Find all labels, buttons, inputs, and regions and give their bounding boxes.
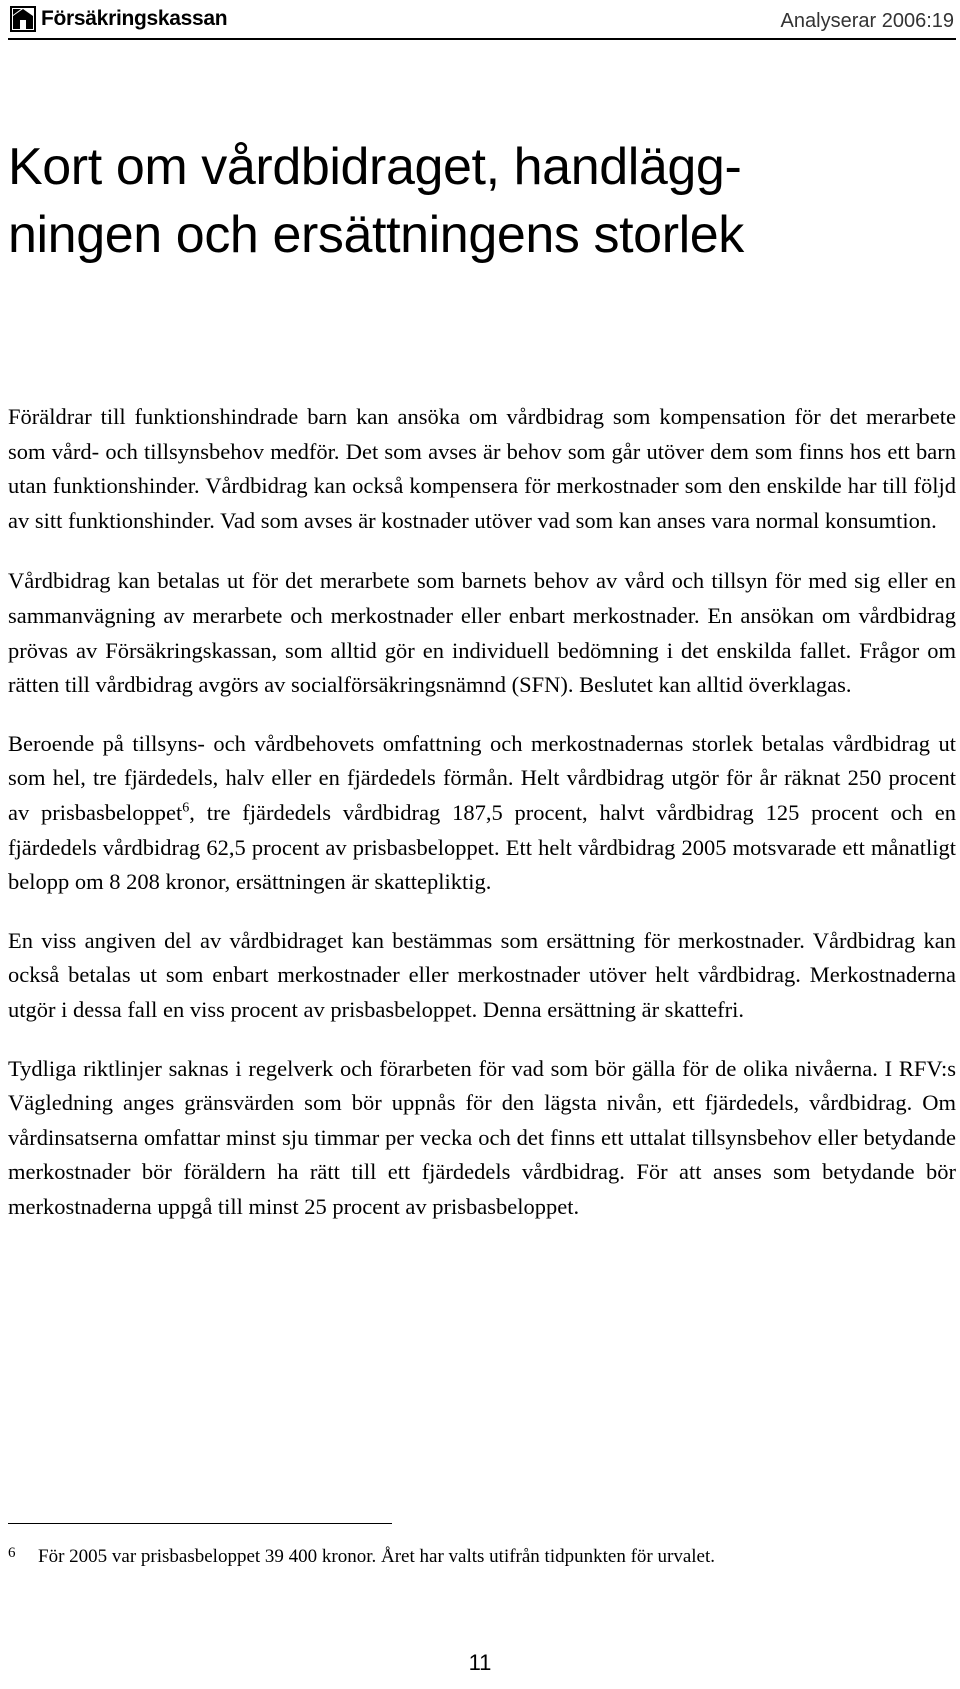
footnote-number: 6	[8, 1545, 16, 1561]
footnote-divider	[8, 1523, 392, 1524]
paragraph-3-part-1: Beroende på tillsyns- och vårdbehovets omfattning och merkostnadernas storlek betalas vårdbidrag ut som hel, tre fjärdedels, halv eller en fjärdedels förmån. Helt vårdbidrag utgör för år räknat 250 procent av prisbasbeloppet	[8, 730, 956, 825]
title-line-2: ningen och ersättningens storlek	[8, 206, 744, 264]
footnote-text: För 2005 var prisbasbeloppet 39 400 kronor. Året har valts utifrån tidpunkten för urvalet.	[38, 1546, 715, 1567]
logo-mark-icon	[10, 6, 36, 32]
document-id: Analyserar 2006:19	[780, 10, 954, 32]
title-line-1: Kort om vårdbidraget, handlägg-	[8, 138, 742, 196]
paragraph-3-part-2: , tre fjärdedels vårdbidrag 187,5 procent, halvt vårdbidrag 125 procent och en fjärdedels vårdbidrag 62,5 procent av prisbasbeloppet. Ett helt vårdbidrag 2005 motsvarade ett månatligt belopp om 8 208 kronor, ersättningen är skattepliktig.	[8, 799, 956, 895]
page-number: 11	[468, 1650, 492, 1675]
footnote-reference[interactable]: 6	[182, 800, 190, 816]
body-text	[8, 400, 956, 1248]
page-header	[8, 4, 956, 40]
paragraph-1: Föräldrar till funktionshindrade barn kan ansöka om vårdbidrag som kompensation för det merarbete som vård- och tillsynsbehov medför. Det som avses är behov som går utöver dem som finns hos ett barn utan funktionshinder. Vårdbidrag kan också kompensera för merkostnader som den enskilde har till följd av sitt funktionshinder. Vad som avses är kostnader utöver vad som kan anses vara normal konsumtion.	[8, 404, 956, 533]
paragraph-5: Tydliga riktlinjer saknas i regelverk och förarbeten för vad som bör gälla för de olika nivåerna. I RFV:s Vägledning anges gränsvärden som bör uppnås för den lägsta nivån, ett fjärdedels, vårdbidrag. Om vårdinsatserna omfattar minst sju timmar per vecka och det finns ett uttalat tillsynsbehov eller betydande merkostnader bör föräldern ha rätt till ett fjärdedels vårdbidrag. För att anses som betydande bör merkostnaderna uppgå till minst 25 procent av prisbasbeloppet.	[8, 1055, 956, 1219]
logo	[10, 6, 227, 32]
paragraph-2: Vårdbidrag kan betalas ut för det merarbete som barnets behov av vård och tillsyn för med sig eller en sammanvägning av merarbete och merkostnader eller enbart merkostnader. En ansökan om vårdbidrag prövas av Försäkringskassan, som alltid gör en individuell bedömning i det enskilda fallet. Frågor om rätten till vårdbidrag avgörs av socialförsäkringsnämnd (SFN). Beslutet kan alltid överklagas.	[8, 568, 956, 698]
page-title	[8, 133, 948, 269]
logo-text: Försäkringskassan	[41, 7, 228, 30]
paragraph-3	[8, 727, 956, 900]
paragraph-4: En viss angiven del av vårdbidraget kan bestämmas som ersättning för merkostnader. Vårdbidrag kan också betalas ut som enbart merkostnader eller merkostnader utöver helt vårdbidrag. Merkostnaderna utgör i dessa fall en viss procent av prisbasbeloppet. Denna ersättning är skattefri.	[8, 927, 956, 1022]
